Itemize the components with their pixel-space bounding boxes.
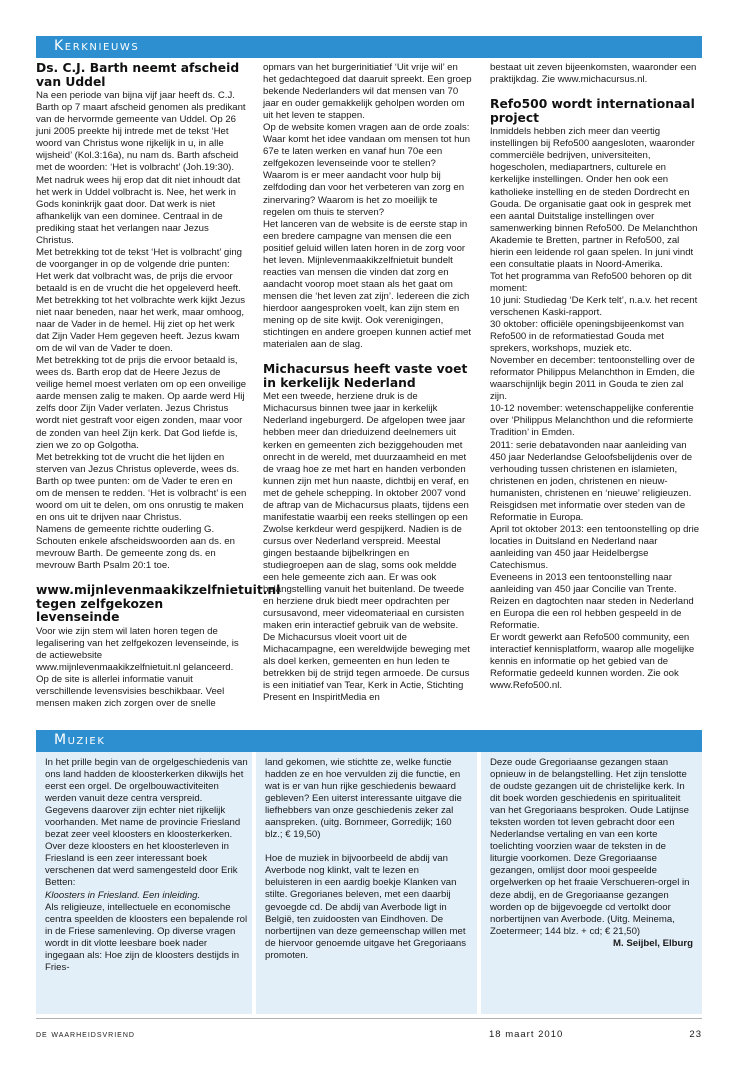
page-number: 23 [689,1029,702,1040]
music-column-3 [490,757,693,1012]
paragraph: Hoe de muziek in bijvoorbeeld de abdij van Averbode nog klinkt, valt te lezen en beluisteren in een aardig boekje Klanken van stilte. Gregorianes beleven, met een daarbij gevoegde cd. De abdij van Averbode ligt in België, ten zuidoosten van Eindhoven. De norbertijnen van deze gemeenschap willen met de hiervoor genoemde uitgave het Gregoriaans promoten. [265,853,467,961]
article-column-2 [263,62,472,722]
article-heading: Ds. C.J. Barth neemt afscheid van Uddel [36,61,240,89]
section-title: Muziek [54,732,106,748]
publication-name: de waarheidsvriend [36,1029,135,1040]
paragraph: Deze oude Gregoriaanse gezangen staan opnieuw in de belangstelling. Het zijn tenslotte de oudste gezangen uit de christelijke kerk. In dit boek worden geschiedenis en spiritualiteit van het Gregoriaans besproken. Oude Latijnse teksten worden tot leven gebracht door een Nederlandse vertaling en van een korte toelichting voorzien waar de teksten in de liturgie voorkomen. Deze Gregoriaanse gezangen, omlijst door mooi gespeelde orgelwerken op het fraaie Verschueren-orgel in deze abdij, en de Gregoriaanse gezangen worden op de bijgevoegde cd vertolkt door norbertijnen van Averbode. (Uitg. Meinema, Zoetermeer; 144 blz. + cd; € 21,50) [490,757,690,937]
paragraph: November en december: tentoonstelling over de reformator Philippus Melanchthon in Emden, die waarschijnlijk begin 2011 in Gouda te zien zal zijn. [490,355,695,403]
paragraph: Het lanceren van de website is de eerste stap in een bredere campagne van mensen die een positief geluid willen laten horen in de zorg voor het leven. Mijnlevenmaakikzelfnietuit bundelt reacties van mensen die vinden dat zorg en aandacht voorop moet staan als het gaat om mensen die ‘het leven zat zijn’. Iedereen die zich hierdoor aangesproken voelt, kan zijn stem en mening op de site kwijt. Ook verenigingen, stichtingen en andere groepen kunnen actief met materialen aan de slag. [263,218,472,351]
paragraph: Namens de gemeente richtte ouderling G. Schouten enkele afscheidswoorden aan ds. en mevrouw Barth. De gemeente zong ds. en mevrouw Barth Psalm 20:1 toe. [36,523,235,572]
paragraph: April tot oktober 2013: een tentoonstelling op drie locaties in Duitsland en Nederland naar aanleiding van 450 jaar Heidelbergse Catechismus. [490,523,700,571]
spacer [265,841,468,853]
article-heading: www.mijnlevenmaakikzelfnietuit.nl tegen zelfgekozen levenseinde [36,583,281,625]
article-heading: Refo500 wordt internationaal project [490,97,695,125]
paragraph: In het prille begin van de orgelgeschiedenis van ons land hadden de kloosterkerken dikwijls het eerst een orgel. De orgelbouwactiviteiten werden vanuit deze centra verspreid. Gegevens daarover zijn echter niet rijkelijk voorhanden. Met name de provincie Friesland bezat zeer veel kloosters en kloosterkerken. Over deze kloosters en het kloosterleven in Friesland is een zeer interessant boek verschenen dat werd samengesteld door Erik Betten: [45,757,248,889]
paragraph: 30 oktober: officiële openingsbijeenkomst van Refo500 in de reformatiestad Gouda met sprekers, workshops, muziek etc. [490,319,684,355]
paragraph: Met betrekking tot de prijs die ervoor betaald is, wees ds. Barth erop dat de Heere Jezus de veilige hemel moest verlaten om op een onveilige aarde mensen zalig te maken. Op aarde werd Hij zelfs door Zijn Vader verlaten. Jezus Christus wordt niet gestraft voor eigen zonden, maar voor de zonden van heel Zijn kerk. Dat God liefde is, zien we zo op Golgotha. [36,355,247,451]
music-box-2 [256,752,477,1014]
paragraph: 10 juni: Studiedag ‘De Kerk telt’, n.a.v. het recent verschenen Kaski-rapport. [490,294,698,318]
paragraph: Tot het programma van Refo500 behoren op dit moment: [490,270,692,294]
section-header-kerknieuws [36,36,702,58]
paragraph: Als religieuze, intellectuele en economische centra speelden de kloosters een bepalende rol in de Friese samenleving. Op diverse vragen wordt in dit vlotte leesbare boek nader ingegaan als: Hoe zijn de kloosters destijds in Fries- [45,901,248,973]
music-column-2 [265,757,468,1012]
section-title: Kerknieuws [54,38,140,54]
paragraph: Eveneens in 2013 een tentoonstelling naar aanleiding van 450 jaar Concilie van Trente. [490,572,677,596]
author-signature: M. Seijbel, Elburg [613,937,693,949]
paragraph: Voor wie zijn stem wil laten horen tegen de legalisering van het zelfgekozen levenseinde, is de actiewebsite www.mijnlevenmaakikzelfnietuit.nl gelanceerd. Op de site is allerlei informatie vanuit verschillende levensvisies beschikbaar. Veel mensen maken zich zorgen over de snelle [36,625,239,710]
paragraph: Reisgidsen met informatie over steden van de Reformatie in Europa. [490,499,686,523]
article-heading: Michacursus heeft vaste voet in kerkelijk Nederland [263,362,468,390]
paragraph: land gekomen, wie stichtte ze, welke functie hadden ze en hoe vervulden zij die functie, en wat is er van hun rijke geschiedenis bewaard gebleven? Een uiterst interessante uitgave die liefhebbers van onze geschiedenis zeker zal aanspreken. (uitg. Bornmeer, Gorredijk; 160 blz.; € 19,50) [265,757,462,841]
paragraph: Met een tweede, herziene druk is de Michacursus binnen twee jaar in kerkelijk Nederland ingeburgerd. De afgelopen twee jaar hebben meer dan drieduizend deelnemers uit kerken en gemeenten zich beziggehouden met onrecht in de wereld, met duurzaamheid en met de vraag hoe ze met hart en handen verbonden kunnen zijn met hun naaste, dichtbij en veraf, en met de gehele schepping. In oktober 2007 vond de aftrap van de Michacursus plaats, tijdens een manifestatie waarbij een reeks stellingen op een Zwolse kerkdeur werd gespijkerd. Nadien is de cursus over Nederland verspreid. Meestal gingen bestaande bijbelkringen en studiegroepen aan de slag, soms ook meldde een hele gemeente zich aan. Er was ook belangstelling vanuit het buitenland. De tweede en herziene druk biedt meer opdrachten per cursusavond, meer videomateriaal en cursisten maken erin interactief gebruik van de website. De Michacursus vloeit voort uit de Michacampagne, een wereldwijde beweging met als doel kerken, gemeenten en hun leden te betrekken bij de strijd tegen armoede. De cursus is een initiatief van Tear, Kerk in Actie, Stichting Present en InspiritMedia en [263,391,470,704]
paragraph: 2011: serie debatavonden naar aanleiding van 450 jaar Nederlandse Geloofsbelijdenis over de verhouding tussen christenen en islamieten, christenen en joden, christenen en nieuw-humanisten, christenen en ‘nieuwe’ religieuzen. [490,439,693,499]
paragraph: Met betrekking tot de vrucht die het lijden en sterven van Jezus Christus opleverde, wees ds. Barth op twee punten: om de Vader te eren en om de mensen te redden. ‘Het is volbracht’ is een woord om uit te delen, om ons onrustig te maken en ons uit te drijven naar Christus. [36,451,247,523]
music-column-1 [45,757,248,1012]
paragraph: Reizen en dagtochten naar steden in Nederland en Europa die een rol hebben gespeeld in de Reformatie. [490,596,694,632]
paragraph: 10-12 november: wetenschappelijke conferentie over ‘Philippus Melanchthon und die reformierte Tradition’ in Emden. [490,403,694,439]
book-title: Kloosters in Friesland. Een inleiding. [45,889,201,901]
section-header-muziek [36,730,702,752]
paragraph: bestaat uit zeven bijeenkomsten, waaronder een praktijkdag. Zie www.michacursus.nl. [490,62,697,86]
paragraph: Inmiddels hebben zich meer dan veertig instellingen bij Refo500 aangesloten, waaronder commerciële bedrijven, universiteiten, hogescholen, mediapartners, culturele en kerkelijke instellingen. Onder hen ook een katholieke instelling en de steden Dordrecht en Gouda. De organisatie gaat ook in gesprek met een aantal Duitstalige instellingen over samenwerking binnen Refo500. De Melanchthon Akademie te Bretten, partner in Refo500, zal hierin een leidende rol gaan spelen. In juni vindt een consultatie plaats in Noord-Amerika. [490,126,698,270]
article-column-1 [36,61,281,722]
paragraph: Na een periode van bijna vijf jaar heeft ds. C.J. Barth op 7 maart afscheid genomen als predikant van de hervormde gemeente van Uddel. Op 26 juni 2005 preekte hij intrede met de tekst ‘Het woord van Christus wone rijkelijk in u, in alle wijsheid’ (Kol.3:16a), nu nam ds. Barth afscheid met de woorden: ‘Het is volbracht’ (Joh.19:30). Met nadruk wees hij erop dat dit niet inhoudt dat het werk in Uddel volbracht is. Nee, het werk in Gods koninkrijk gaat door. Dat werk is niet afhankelijk van een dominee. Centraal in de prediking staat het verlangen naar Jezus Christus. [36,90,246,246]
music-box-1 [36,752,252,1014]
page-footer [36,1018,702,1044]
article-column-3 [490,62,702,722]
paragraph: Met betrekking tot de tekst ‘Het is volbracht’ ging de voorganger in op de volgende drie punten: Het werk dat volbracht was, de prijs die ervoor betaald is en de vrucht die het opgeleverd heeft. Met betrekking tot het volbrachte werk kijkt Jezus niet naar beneden, naar het werk, maar omhoog, naar de Vader in de hemel. Hij ziet op het werk dat Zijn Vader Hem gegeven heeft. Jezus kwam om de wil van de Vader te doen. [36,246,246,355]
paragraph: Op de website komen vragen aan de orde zoals: Waar komt het idee vandaan om mensen tot hun 67e te laten werken en vanaf hun 70e een zelfgekozen levenseinde voor te stellen? Waarom is er meer aandacht voor hulp bij zelfdoding dan voor het verbeteren van zorg en zinervaring? Waarom is het zo moeilijk te regelen om thuis te sterven? [263,122,471,218]
paragraph: Er wordt gewerkt aan Refo500 community, een interactief kennisplatform, waarop alle mogelijke kennis en informatie op het gebied van de Reformatie gedeeld kunnen worden. Zie ook www.Refo500.nl. [490,632,695,692]
paragraph: opmars van het burgerinitiatief ‘Uit vrije wil’ en het gedachtegoed dat daaruit spreekt. Een groep bekende Nederlanders wil dat mensen van 70 jaar en ouder gemakkelijk geholpen worden om uit het leven te stappen. [263,62,472,122]
music-box-3 [481,752,702,1014]
issue-date: 18 maart 2010 [489,1029,564,1040]
